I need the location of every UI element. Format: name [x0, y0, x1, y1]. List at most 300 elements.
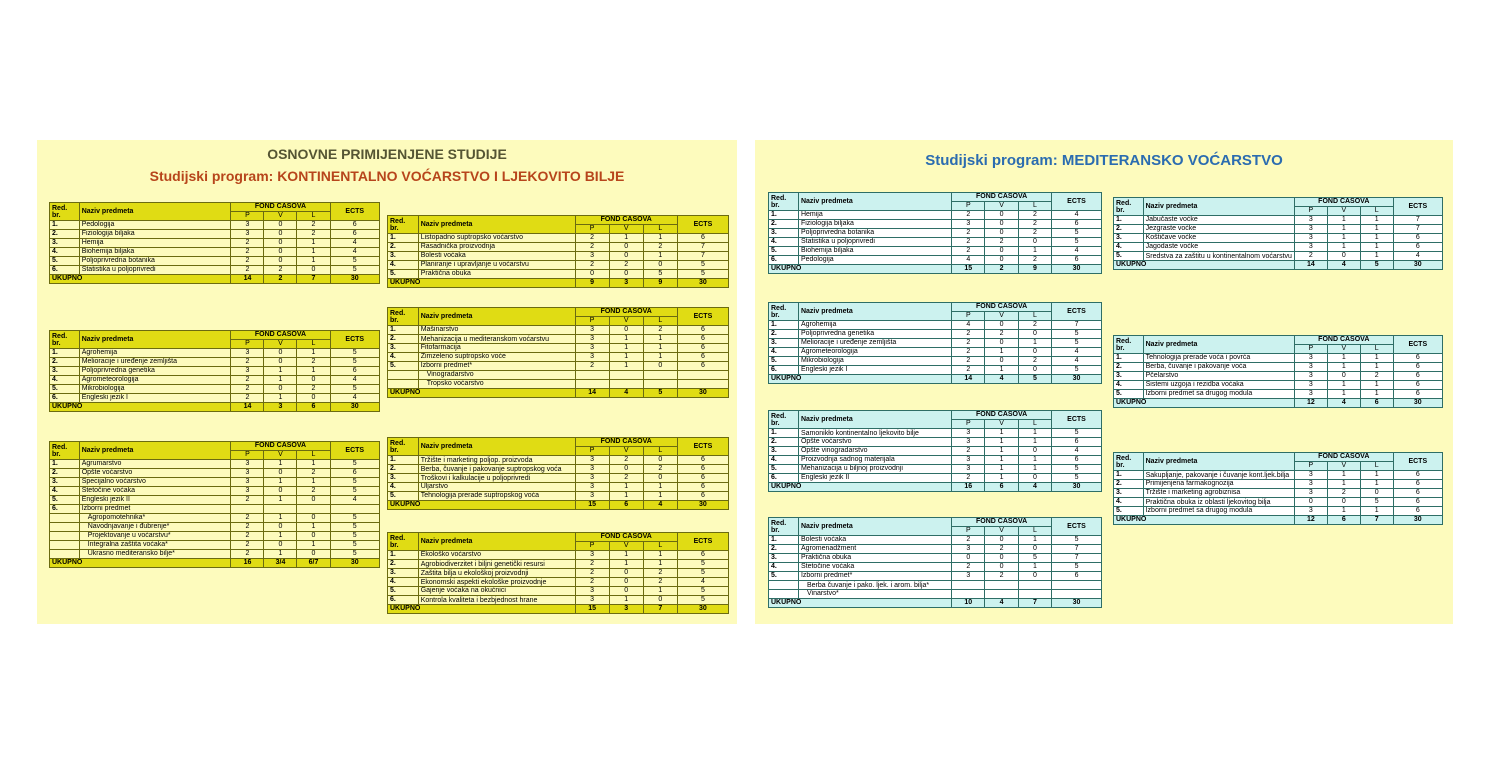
hours-l: 0 [643, 362, 677, 371]
header-row [769, 518, 1102, 527]
total-l: 6 [297, 403, 330, 412]
col-p: P [575, 542, 609, 551]
hours-p: 3 [952, 220, 985, 229]
hours-p: 2 [575, 261, 609, 270]
hours-l: 1 [643, 483, 677, 492]
total-p: 14 [1294, 261, 1327, 270]
total-label: UKUPNO [50, 403, 231, 412]
subject-name: Berba čuvanje i pako. ljek. i arom. bilja* [798, 581, 951, 590]
total-v: 3 [609, 279, 643, 288]
col-red-br [1114, 336, 1144, 354]
hours-l: 2 [297, 358, 330, 367]
total-p: 15 [952, 265, 985, 274]
ects-value: 4 [330, 376, 380, 385]
hours-v: 1 [985, 456, 1018, 465]
table-row [50, 257, 380, 266]
hours-p: 3 [575, 326, 609, 335]
col-red-br [388, 438, 419, 456]
hours-p: 2 [575, 578, 609, 587]
hours-l: 0 [1018, 474, 1051, 483]
table-row [1114, 363, 1443, 372]
table-row [1114, 390, 1443, 399]
col-br: br. [1116, 344, 1125, 352]
hours-v: 0 [264, 523, 297, 532]
subject-name: Tržište i marketing agrobiznisa [1143, 489, 1294, 498]
total-p: 16 [952, 483, 985, 492]
col-red: Red. [390, 534, 406, 542]
col-red: Red. [1116, 199, 1132, 207]
header-row [388, 308, 729, 317]
total-v: 4 [985, 599, 1018, 608]
subject-name: Primijenjena farmakognozija [1143, 480, 1294, 489]
row-number: 1. [388, 456, 419, 465]
subject-name: Gajenje voćaka na okućnici [418, 587, 575, 596]
col-fond: FOND ČASOVA [231, 442, 330, 451]
total-l: 6 [1360, 399, 1393, 408]
row-number: 4. [50, 376, 80, 385]
col-ects: ECTS [330, 442, 380, 460]
left-table-4 [387, 215, 729, 288]
row-number: 1. [50, 460, 80, 469]
table-row [769, 474, 1102, 483]
hours-p: 3 [575, 587, 609, 596]
col-v: V [985, 527, 1018, 536]
subject-name: Agrometeorologija [798, 348, 951, 357]
hours-v: 0 [609, 578, 643, 587]
col-naziv: Naziv predmeta [1143, 453, 1294, 471]
row-number: 4. [50, 487, 80, 496]
hours-l: 1 [297, 523, 330, 532]
hours-l: 1 [1018, 456, 1051, 465]
hours-v: 1 [985, 474, 1018, 483]
col-red: Red. [52, 443, 68, 451]
total-label: UKUPNO [1114, 261, 1295, 270]
hours-v: 0 [985, 229, 1018, 238]
table-row [769, 321, 1102, 330]
subject-name: Izborni predmet sa drugog modula [1143, 390, 1294, 399]
table-row [50, 376, 380, 385]
total-l: 7 [643, 605, 677, 614]
row-number: 5. [50, 257, 80, 266]
col-naziv: Naziv predmeta [418, 216, 575, 234]
hours-p: 3 [231, 469, 264, 478]
row-number [388, 371, 419, 380]
subject-name: Jabučaste voćke [1143, 216, 1294, 225]
col-fond: FOND ČASOVA [575, 438, 677, 447]
table-row [388, 362, 729, 371]
col-p: P [952, 202, 985, 211]
col-br: br. [390, 446, 399, 454]
hours-l: 0 [643, 596, 677, 605]
total-ects: 30 [1393, 399, 1442, 408]
table-row [50, 523, 380, 532]
hours-v: 0 [264, 248, 297, 257]
hours-p: 3 [952, 572, 985, 581]
hours-v: 1 [1327, 234, 1360, 243]
total-label: UKUPNO [388, 501, 576, 510]
total-ects: 30 [677, 501, 728, 510]
table-row [769, 229, 1102, 238]
row-number: 2. [388, 465, 419, 474]
subject-name: Pedologija [79, 221, 231, 230]
total-row [388, 501, 729, 510]
subject-name: Uljarstvo [418, 483, 575, 492]
total-l: 5 [1360, 261, 1393, 270]
ects-value: 4 [330, 248, 380, 257]
col-br: br. [390, 316, 399, 324]
col-fond: FOND ČASOVA [575, 216, 677, 225]
col-naziv: Naziv predmeta [1143, 198, 1294, 216]
table-row [388, 474, 729, 483]
panel-kontinentalno [37, 140, 737, 624]
hours-p [952, 590, 985, 599]
hours-p: 2 [575, 362, 609, 371]
hours-v: 1 [609, 596, 643, 605]
hours-p: 3 [575, 353, 609, 362]
subject-name: Mašinarstvo [418, 326, 575, 335]
col-l: L [1018, 202, 1051, 211]
hours-p: 2 [952, 357, 985, 366]
ects-value: 5 [1052, 536, 1102, 545]
col-v: V [1327, 462, 1360, 471]
table-row [388, 234, 729, 243]
hours-v: 0 [609, 587, 643, 596]
right-table-7 [1113, 452, 1443, 525]
row-number: 2. [769, 545, 799, 554]
hours-v: 0 [264, 230, 297, 239]
row-number: 3. [388, 474, 419, 483]
total-v: 2 [985, 265, 1018, 274]
table-row [388, 560, 729, 569]
total-row [388, 279, 729, 288]
col-br: br. [771, 419, 780, 427]
hours-p: 2 [575, 243, 609, 252]
table-row [769, 238, 1102, 247]
total-row [769, 483, 1102, 492]
table-row [1114, 489, 1443, 498]
ects-value: 6 [1393, 363, 1442, 372]
subject-name: Projektovanje u voćarstvu* [79, 532, 231, 541]
table-row [388, 243, 729, 252]
table-row [50, 550, 380, 559]
hours-l: 1 [643, 234, 677, 243]
subject-name: Pčelarstvo [1143, 372, 1294, 381]
row-number: 5. [388, 492, 419, 501]
total-v: 3/4 [264, 559, 297, 568]
hours-p: 2 [952, 339, 985, 348]
ects-value: 7 [1052, 321, 1102, 330]
total-label: UKUPNO [50, 275, 231, 284]
hours-v: 1 [264, 460, 297, 469]
table-row [50, 349, 380, 358]
hours-p [575, 371, 609, 380]
hours-v: 1 [264, 550, 297, 559]
subject-name: Poljoprivredna botanika [798, 229, 951, 238]
subject-name: Troškovi i kalkulacije u poljoprivredi [418, 474, 575, 483]
hours-l: 0 [1018, 330, 1051, 339]
hours-p: 2 [231, 385, 264, 394]
total-v: 4 [1327, 261, 1360, 270]
hours-l: 2 [1018, 357, 1051, 366]
total-label: UKUPNO [769, 265, 952, 274]
total-label: UKUPNO [388, 389, 576, 398]
row-number: 4. [50, 248, 80, 257]
ects-value: 7 [677, 252, 728, 261]
hours-p: 3 [231, 349, 264, 358]
col-ects: ECTS [1052, 518, 1102, 536]
table-row [388, 578, 729, 587]
hours-l: 2 [1018, 229, 1051, 238]
hours-v: 1 [985, 429, 1018, 438]
hours-p: 2 [952, 229, 985, 238]
hours-v: 1 [985, 348, 1018, 357]
header-row [388, 438, 729, 447]
row-number [50, 541, 80, 550]
total-row [1114, 399, 1443, 408]
hours-p: 2 [952, 366, 985, 375]
hours-p: 3 [575, 474, 609, 483]
hours-l: 1 [1018, 465, 1051, 474]
subject-name: Agrumarstvo [79, 460, 231, 469]
subject-name: Statistika u poljoprivredi [79, 266, 231, 275]
hours-l: 2 [1018, 220, 1051, 229]
col-red: Red. [771, 194, 787, 202]
header-row [769, 411, 1102, 420]
header-row [50, 203, 380, 212]
col-red: Red. [1116, 454, 1132, 462]
subject-name: Engleski jezik I [79, 394, 231, 403]
subject-name: Tržište i marketing poljop. proizvoda [418, 456, 575, 465]
hours-v: 2 [609, 474, 643, 483]
hours-l: 1 [1018, 339, 1051, 348]
hours-v: 1 [264, 514, 297, 523]
program-title-left: Studijski program: KONTINENTALNO VOĆARSTVO I LJEKOVITO BILJE [149, 168, 625, 184]
ects-value: 4 [1052, 447, 1102, 456]
ects-value: 5 [677, 270, 728, 279]
hours-l [1018, 581, 1051, 590]
col-v: V [1327, 345, 1360, 354]
subject-name: Melioracije i uređenje zemljišta [798, 339, 951, 348]
subject-name: Sredstva za zaštitu u kontinentalnom voćarstvu [1143, 252, 1294, 261]
header-row [388, 533, 729, 542]
row-number: 5. [1114, 507, 1144, 516]
col-naziv: Naziv predmeta [79, 203, 231, 221]
ects-value: 6 [677, 362, 728, 371]
hours-v: 1 [985, 366, 1018, 375]
row-number: 4. [769, 348, 799, 357]
hours-v: 1 [1327, 225, 1360, 234]
hours-v: 1 [1327, 480, 1360, 489]
hours-p: 3 [1294, 243, 1327, 252]
col-l: L [297, 340, 330, 349]
ects-value: 6 [1393, 507, 1442, 516]
col-red-br [388, 308, 419, 326]
panel-mediteransko [755, 140, 1453, 624]
subject-name: Praktična obuka [418, 270, 575, 279]
hours-v: 0 [264, 221, 297, 230]
hours-l: 5 [643, 270, 677, 279]
hours-l: 1 [297, 239, 330, 248]
row-number: 5. [388, 587, 419, 596]
row-number: 2. [769, 438, 799, 447]
ects-value: 6 [1393, 372, 1442, 381]
hours-v: 0 [264, 487, 297, 496]
col-ects: ECTS [677, 308, 728, 326]
hours-v: 1 [264, 532, 297, 541]
subject-name: Engleski jezik I [798, 366, 951, 375]
row-number: 2. [769, 220, 799, 229]
col-fond: FOND ČASOVA [952, 411, 1052, 420]
hours-l: 2 [643, 243, 677, 252]
col-br: br. [1116, 206, 1125, 214]
row-number: 3. [388, 569, 419, 578]
row-number: 5. [50, 496, 80, 505]
total-label: UKUPNO [1114, 399, 1295, 408]
hours-p: 2 [952, 474, 985, 483]
hours-l [297, 505, 330, 514]
total-row [1114, 261, 1443, 270]
col-br: br. [52, 339, 61, 347]
hours-l: 2 [297, 469, 330, 478]
hours-v: 0 [985, 554, 1018, 563]
col-red-br [769, 193, 799, 211]
hours-p: 3 [1294, 480, 1327, 489]
row-number: 4. [388, 483, 419, 492]
hours-v: 1 [985, 465, 1018, 474]
total-l: 5 [643, 389, 677, 398]
table-row [388, 252, 729, 261]
hours-l: 1 [643, 492, 677, 501]
hours-l: 2 [297, 487, 330, 496]
table-row [1114, 225, 1443, 234]
total-ects: 30 [677, 279, 728, 288]
table-row [769, 366, 1102, 375]
total-ects: 30 [330, 403, 380, 412]
ects-value: 6 [677, 344, 728, 353]
hours-l: 0 [1360, 489, 1393, 498]
hours-l: 1 [1018, 438, 1051, 447]
hours-v: 0 [985, 321, 1018, 330]
hours-l: 0 [1018, 545, 1051, 554]
hours-p: 2 [231, 248, 264, 257]
ects-value: 6 [1393, 354, 1442, 363]
total-p: 15 [575, 501, 609, 510]
col-fond: FOND ČASOVA [1294, 198, 1393, 207]
total-ects: 30 [1052, 483, 1102, 492]
table-row [388, 261, 729, 270]
row-number: 3. [388, 252, 419, 261]
hours-p: 3 [952, 438, 985, 447]
header-row [1114, 336, 1443, 345]
table-row [769, 220, 1102, 229]
hours-p: 2 [952, 211, 985, 220]
col-ects: ECTS [1052, 303, 1102, 321]
table-row [1114, 354, 1443, 363]
col-p: P [231, 451, 264, 460]
hours-v: 0 [609, 270, 643, 279]
ects-value: 5 [330, 523, 380, 532]
col-l: L [643, 542, 677, 551]
table-row [769, 581, 1102, 590]
hours-l: 1 [643, 551, 677, 560]
table-row [769, 536, 1102, 545]
row-number: 2. [1114, 480, 1144, 489]
hours-l: 0 [297, 394, 330, 403]
total-row [388, 605, 729, 614]
hours-v: 1 [1327, 243, 1360, 252]
subject-name: Agromenadžment [798, 545, 951, 554]
table-row [1114, 216, 1443, 225]
table-row [769, 330, 1102, 339]
ects-value [677, 371, 728, 380]
col-v: V [264, 212, 297, 221]
ects-value: 4 [330, 496, 380, 505]
col-l: L [297, 451, 330, 460]
row-number [50, 514, 80, 523]
hours-l: 1 [297, 367, 330, 376]
row-number: 5. [769, 465, 799, 474]
hours-p: 2 [1294, 252, 1327, 261]
hours-p: 3 [1294, 489, 1327, 498]
hours-v: 0 [264, 358, 297, 367]
subject-name: Kontrola kvaliteta i bezbjednost hrane [418, 596, 575, 605]
table-row [769, 590, 1102, 599]
ects-value: 5 [330, 460, 380, 469]
ects-value: 4 [330, 394, 380, 403]
hours-l: 2 [643, 569, 677, 578]
row-number: 4. [1114, 381, 1144, 390]
subject-name: Mehanizacija u mediteranskom voćarstvu [418, 335, 575, 344]
hours-l: 0 [297, 266, 330, 275]
ects-value: 6 [677, 353, 728, 362]
hours-p: 2 [231, 266, 264, 275]
row-number: 5. [388, 362, 419, 371]
ects-value: 5 [677, 569, 728, 578]
table-row [50, 230, 380, 239]
hours-p: 2 [231, 523, 264, 532]
row-number: 6. [50, 394, 80, 403]
row-number: 4. [388, 261, 419, 270]
row-number: 1. [769, 211, 799, 220]
total-v: 4 [1327, 399, 1360, 408]
hours-v [985, 590, 1018, 599]
hours-p: 3 [231, 478, 264, 487]
row-number: 5. [769, 357, 799, 366]
subject-name: Poljoprivredna botanika [79, 257, 231, 266]
table-row [50, 385, 380, 394]
ects-value: 7 [677, 243, 728, 252]
table-row [388, 270, 729, 279]
total-v: 6 [1327, 516, 1360, 525]
hours-l: 1 [1360, 234, 1393, 243]
row-number: 1. [50, 221, 80, 230]
ects-value: 5 [1052, 563, 1102, 572]
total-v: 6 [985, 483, 1018, 492]
ects-value: 5 [677, 587, 728, 596]
ects-value: 6 [677, 551, 728, 560]
ects-value: 6 [1393, 243, 1442, 252]
ects-value [330, 505, 380, 514]
hours-p: 0 [575, 270, 609, 279]
col-ects: ECTS [1052, 411, 1102, 429]
hours-p: 3 [575, 483, 609, 492]
hours-p: 2 [231, 358, 264, 367]
hours-p: 2 [952, 247, 985, 256]
hours-v: 1 [1327, 507, 1360, 516]
col-red: Red. [1116, 337, 1132, 345]
total-l: 7 [1360, 516, 1393, 525]
row-number: 5. [1114, 252, 1144, 261]
